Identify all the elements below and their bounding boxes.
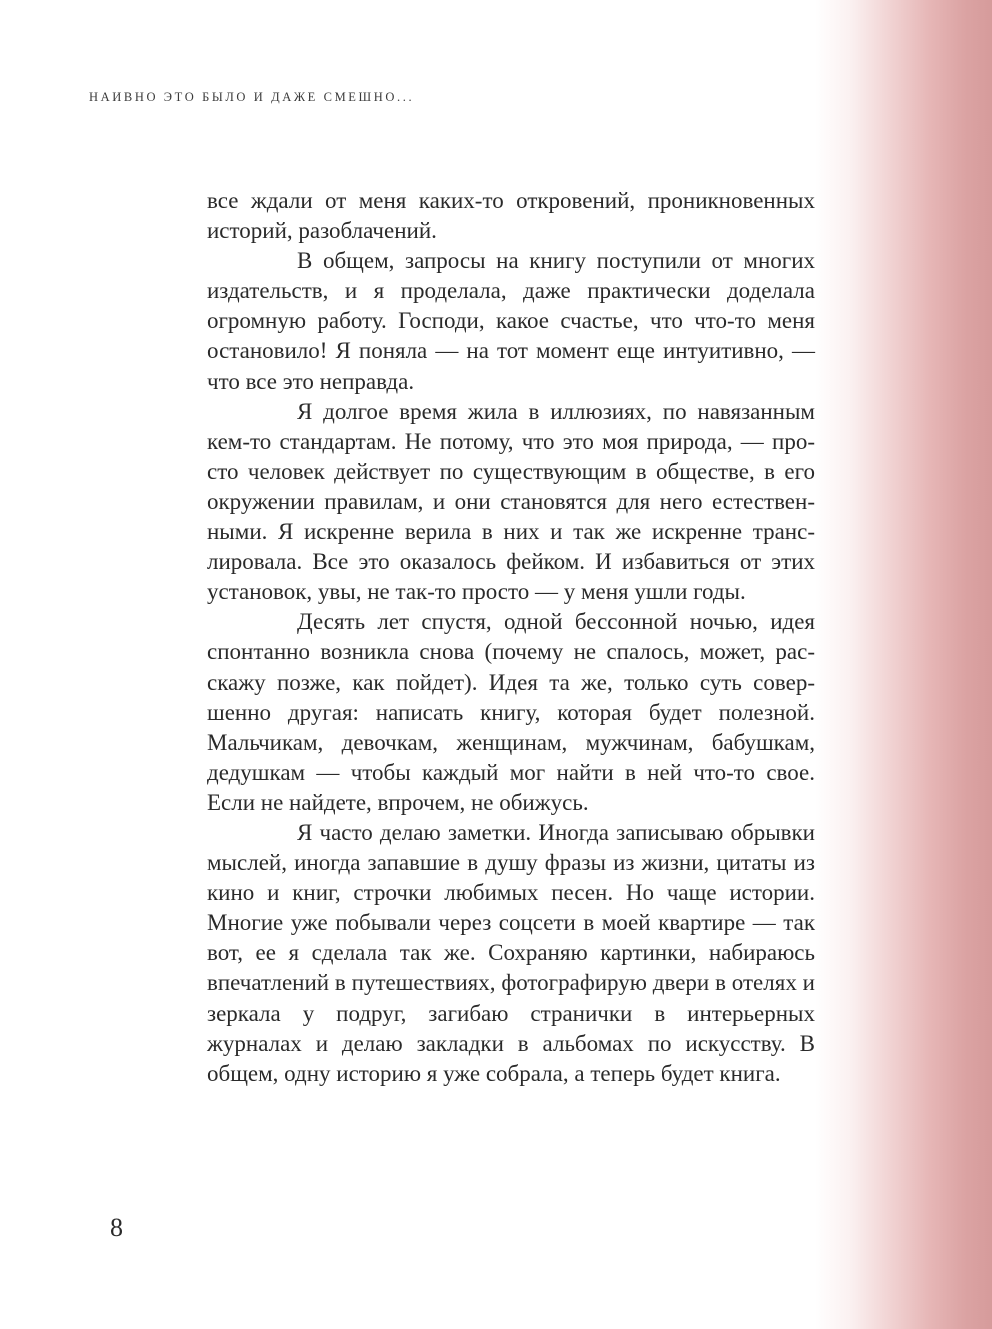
paragraph: Я долгое время жила в иллюзиях, по навязанным кем-то стандартам. Не потому, что это моя природа, — просто человек действует по существующим в обществе, в его окружении правилам, и они становятся для него естественными. Я искренне верила в них и так же искренне транслировала. Все это оказалось фейком. И избавиться от этих установок, увы, не так-то просто — у меня ушли годы. [207, 398, 815, 605]
body-text [207, 186, 815, 1089]
page-number: 8 [110, 1213, 123, 1242]
paragraph: В общем, запросы на книгу поступили от многих издательств, и я проделала, даже практически доделала огромную работу. Господи, какое счастье, что что-то меня остановило! Я поняла — на тот момент еще интуитивно, — что все это неправда. [207, 248, 815, 394]
paragraph: Десять лет спустя, одной бессонной ночью, идея спонтанно возникла снова (почему не спалось, может, расскажу позже, как пойдет). Идея та же, только суть совершенно другая: написать книгу, которая будет полезной. Мальчикам, девочкам, женщинам, мужчинам, бабушкам, дедушкам — чтобы каждый мог найти в ней что-то свое. Если не найдете, впрочем, не обижусь. [207, 609, 815, 815]
paragraph: Я часто делаю заметки. Иногда записываю обрывки мыслей, иногда запавшие в душу фразы из жизни, цитаты из кино и книг, строчки любимых песен. Но чаще истории. Многие уже побывали через соцсети в моей квартире — так вот, ее я сделала так же. Сохраняю картинки, набираюсь впечатлений в путешествиях, фотографирую двери в отелях и зеркала у подруг, загибаю странички в интерьерных журналах и делаю закладки в альбомах по искусству. В общем, одну историю я уже собрала, а теперь будет книга. [207, 819, 815, 1086]
running-head: НАИВНО ЭТО БЫЛО И ДАЖЕ СМЕШНО... [89, 90, 415, 104]
paragraph: все ждали от меня каких-то откровений, проникновенных историй, разоблачений. [207, 188, 815, 244]
